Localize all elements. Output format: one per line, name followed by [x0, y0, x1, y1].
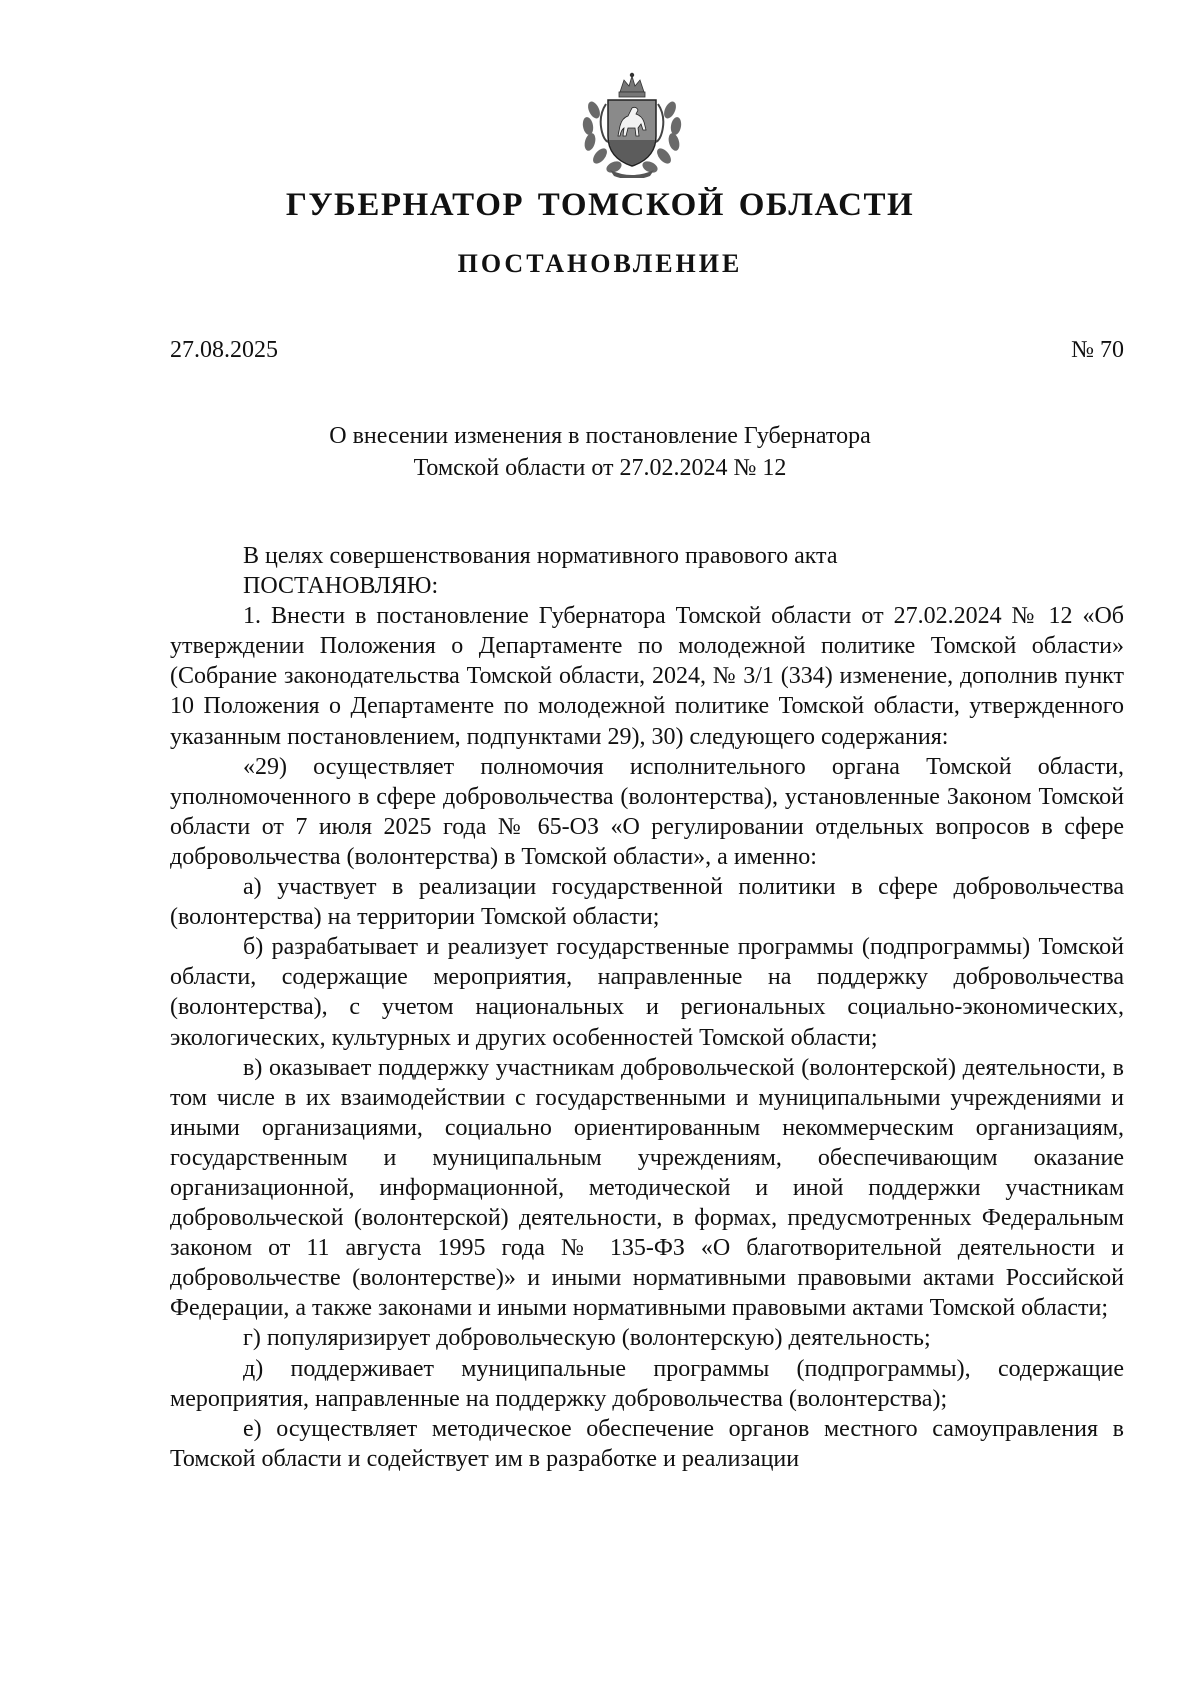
preamble-paragraph: В целях совершенствования нормативного правового акта	[243, 543, 838, 569]
decree-heading: ПОСТАНОВЛЯЮ:	[243, 573, 439, 600]
document-body	[170, 541, 1124, 1474]
paragraph-item-1: 1. Внести в постановление Губернатора Томской области от 27.02.2024 № 12 «Об утверждении Положения о Департаменте по молодежной политике Томской области» (Собрание законодательства Томской области, 2024, № 3/1 (334) изменение, дополнив пункт 10 Положения о Департаменте по молодежной политике Томской области, утвержденного указанным постановлением, подпунктами 29), 30) следующего содержания:	[170, 603, 1124, 750]
paragraph-subitem-29: «29) осуществляет полномочия исполнительного органа Томской области, уполномоченного в сфере добровольчества (волонтерства), установленные Законом Томской области от 7 июля 2025 года № 65-ОЗ «О регулировании отдельных вопросов в сфере добровольчества (волонтерства) в Томской области», а именно:	[170, 753, 1124, 870]
coat-of-arms-emblem	[576, 70, 688, 178]
paragraph-subitem-d: д) поддерживает муниципальные программы (подпрограммы), содержащие мероприятия, направленные на поддержку добровольчества (волонтерства);	[170, 1355, 1124, 1412]
paragraph-subitem-v: в) оказывает поддержку участникам добровольческой (волонтерской) деятельности, в том числе в их взаимодействии с государственными и муниципальными учреждениями и иными организациями, социально ориентированным некоммерческим организациям, государственным и муниципальным учреждениям, обеспечивающим оказание организационной, информационной, методической и иной поддержки участникам добровольческой (волонтерской) деятельности, в формах, предусмотренных Федеральным законом от 11 августа 1995 года № 135-ФЗ «О благотворительной деятельности и добровольчестве (волонтерстве)» и иными нормативными правовыми актами Российской Федерации, а также законами и иными нормативными правовыми актами Томской области;	[170, 1054, 1124, 1322]
document-type-title: ПОСТАНОВЛЕНИЕ	[457, 249, 743, 278]
subject-line-1: О внесении изменения в постановление Губернатора	[329, 423, 871, 449]
paragraph-subitem-e: е) осуществляет методическое обеспечение органов местного самоуправления в Томской области и содействует им в разработке и реализации	[170, 1415, 1124, 1472]
subject-line-2: Томской области от 27.02.2024 № 12	[413, 455, 787, 481]
paragraph-subitem-a: а) участвует в реализации государственной политики в сфере добровольчества (волонтерства) на территории Томской области;	[170, 874, 1124, 931]
paragraph-subitem-b: б) разрабатывает и реализует государственные программы (подпрограммы) Томской области, содержащие мероприятия, направленные на поддержку добровольчества (волонтерства), с учетом национальных и региональных социально-экономических, экологических, культурных и других особенностей Томской области;	[170, 934, 1124, 1051]
document-number: № 70	[1071, 337, 1124, 363]
document-date: 27.08.2025	[170, 337, 278, 363]
paragraph-subitem-g: г) популяризирует добровольческую (волонтерскую) деятельность;	[243, 1325, 931, 1352]
document-subject	[0, 420, 1200, 484]
issuer-title: ГУБЕРНАТОР ТОМСКОЙ ОБЛАСТИ	[285, 187, 915, 223]
